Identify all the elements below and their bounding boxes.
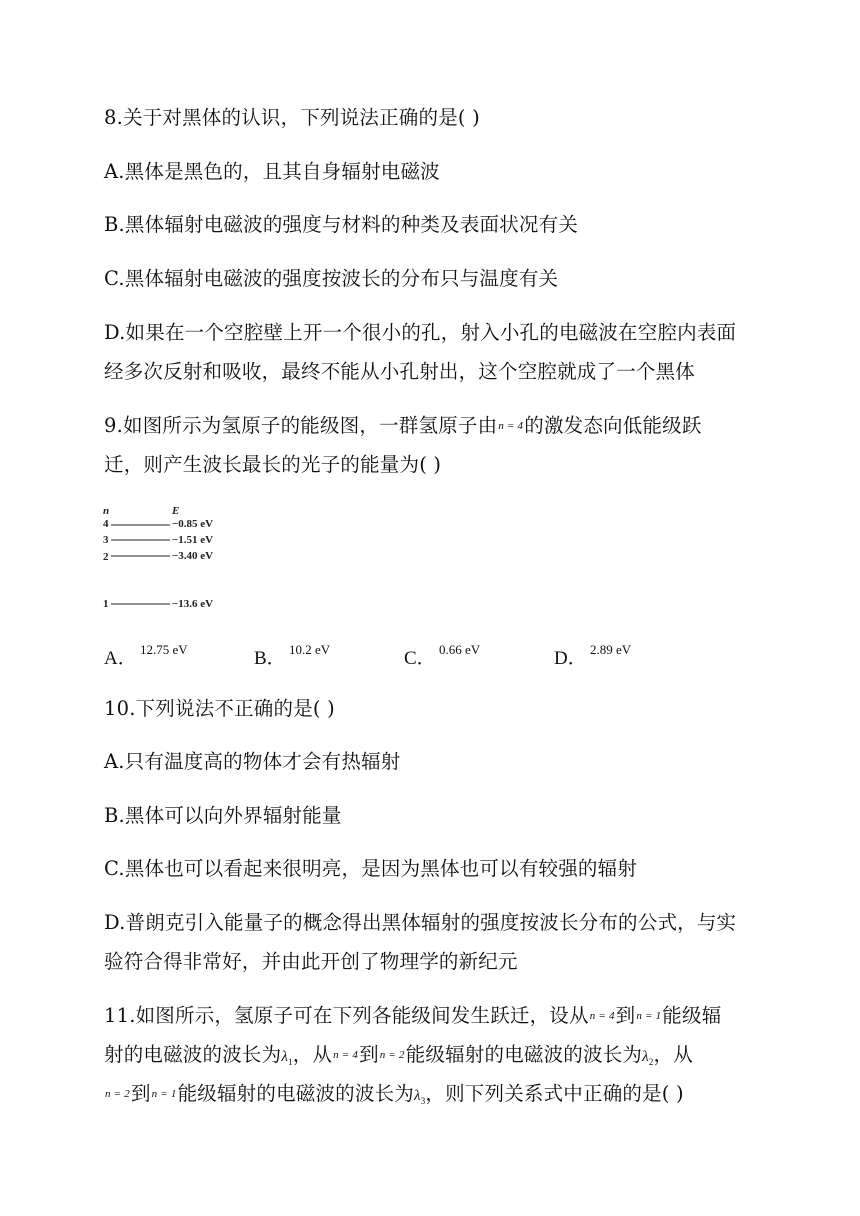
- q11-math-n4: n = 4: [589, 1010, 615, 1022]
- q11-lambda-3: [414, 1088, 425, 1104]
- q9-stem: [104, 414, 702, 438]
- lambda-subscript: 2: [648, 1057, 654, 1067]
- lambda-symbol: λ: [413, 1088, 421, 1104]
- q8-option-c: C.黑体辐射电磁波的强度按波长的分布只与温度有关: [104, 267, 559, 290]
- q11-lambda-2: [642, 1049, 653, 1065]
- q11-line-1: [104, 1004, 721, 1028]
- level-4-label: 4: [103, 518, 109, 530]
- q11-text: 到: [615, 1004, 636, 1027]
- q8-stem: 8.关于对黑体的认识，下列说法正确的是( ): [104, 106, 480, 129]
- q11-text: 到: [359, 1043, 379, 1066]
- diagram-e-header: E: [172, 505, 180, 517]
- q9-stem-math: n = 4: [498, 420, 524, 432]
- q9-stem-pre: 9.如图所示为氢原子的能级图，一群氢原子由: [104, 414, 498, 437]
- level-4-energy: −0.85 eV: [172, 518, 214, 530]
- q10-option-a: A.只有温度高的物体才会有热辐射: [104, 750, 401, 773]
- q9-choice-d-letter: D．: [554, 648, 587, 669]
- q9-stem-line2: 迁，则产生波长最长的光子的能量为( ): [104, 453, 442, 476]
- energy-level-diagram: [100, 505, 230, 615]
- q9-choice-b-letter: B．: [254, 648, 286, 669]
- q11-math-n1: n = 1: [151, 1088, 177, 1100]
- lambda-symbol: λ: [642, 1049, 649, 1065]
- q9-choice-a-value: 12.75 eV: [140, 642, 188, 657]
- q8-option-d: D.如果在一个空腔壁上开一个很小的孔，射入小孔的电磁波在空腔内表面: [104, 321, 737, 344]
- lambda-subscript: 3: [420, 1096, 426, 1106]
- q8-option-a: A.黑体是黑色的，且其自身辐射电磁波: [104, 160, 440, 183]
- lambda-subscript: 1: [288, 1057, 293, 1067]
- q11-text: 能级辐射的电磁波的波长为: [405, 1043, 643, 1066]
- q11-math-n4: n = 4: [333, 1049, 359, 1061]
- q11-text: ，则下列关系式中正确的是( ): [425, 1082, 684, 1105]
- q10-stem: 10.下列说法不正确的是( ): [104, 697, 335, 720]
- q11-line-2: [104, 1043, 693, 1074]
- q11-text: 能级辐: [662, 1004, 722, 1027]
- level-2-label: 2: [103, 551, 109, 563]
- q9-choice-b-value: 10.2 eV: [289, 642, 331, 657]
- q11-line-3: [104, 1082, 684, 1113]
- lambda-symbol: λ: [281, 1049, 289, 1065]
- q11-math-n2: n = 2: [105, 1088, 130, 1100]
- q8-option-b: B.黑体辐射电磁波的强度与材料的种类及表面状况有关: [104, 213, 579, 236]
- q11-math-n1: n = 1: [636, 1010, 662, 1022]
- level-3-label: 3: [103, 534, 109, 546]
- q9-choice-a-letter: A．: [104, 648, 137, 669]
- q10-option-c: C.黑体也可以看起来很明亮，是因为黑体也可以有较强的辐射: [104, 857, 638, 880]
- level-1-energy: −13.6 eV: [172, 598, 214, 610]
- q11-text: 能级辐射的电磁波的波长为: [177, 1082, 414, 1105]
- q9-stem-post: 的激发态向低能级跃: [524, 414, 702, 437]
- q11-text: ，从: [653, 1043, 693, 1066]
- q11-text: 到: [130, 1082, 151, 1105]
- q9-choice-c-value: 0.66 eV: [439, 642, 481, 657]
- q9-choice-d-value: 2.89 eV: [590, 642, 632, 657]
- q11-text: 射的电磁波的波长为: [104, 1043, 282, 1066]
- q10-option-b: B.黑体可以向外界辐射能量: [104, 804, 342, 827]
- diagram-n-header: n: [103, 505, 110, 517]
- q11-text: 11.如图所示，氢原子可在下列各能级间发生跃迁，设从: [104, 1004, 589, 1027]
- q9-choice-c-letter: C．: [404, 648, 436, 669]
- q11-lambda-1: [281, 1049, 292, 1065]
- level-2-energy: −3.40 eV: [172, 550, 214, 562]
- level-3-energy: −1.51 eV: [172, 534, 214, 546]
- q10-option-d: D.普朗克引入能量子的概念得出黑体辐射的强度按波长分布的公式，与实: [104, 911, 737, 934]
- q11-text: ，从: [292, 1043, 333, 1066]
- q11-math-n2: n = 2: [379, 1049, 405, 1061]
- level-1-label: 1: [103, 598, 109, 610]
- q10-option-d-cont: 验符合得非常好，并由此开创了物理学的新纪元: [104, 950, 518, 973]
- q8-option-d-cont: 经多次反射和吸收，最终不能从小孔射出，这个空腔就成了一个黑体: [104, 360, 696, 383]
